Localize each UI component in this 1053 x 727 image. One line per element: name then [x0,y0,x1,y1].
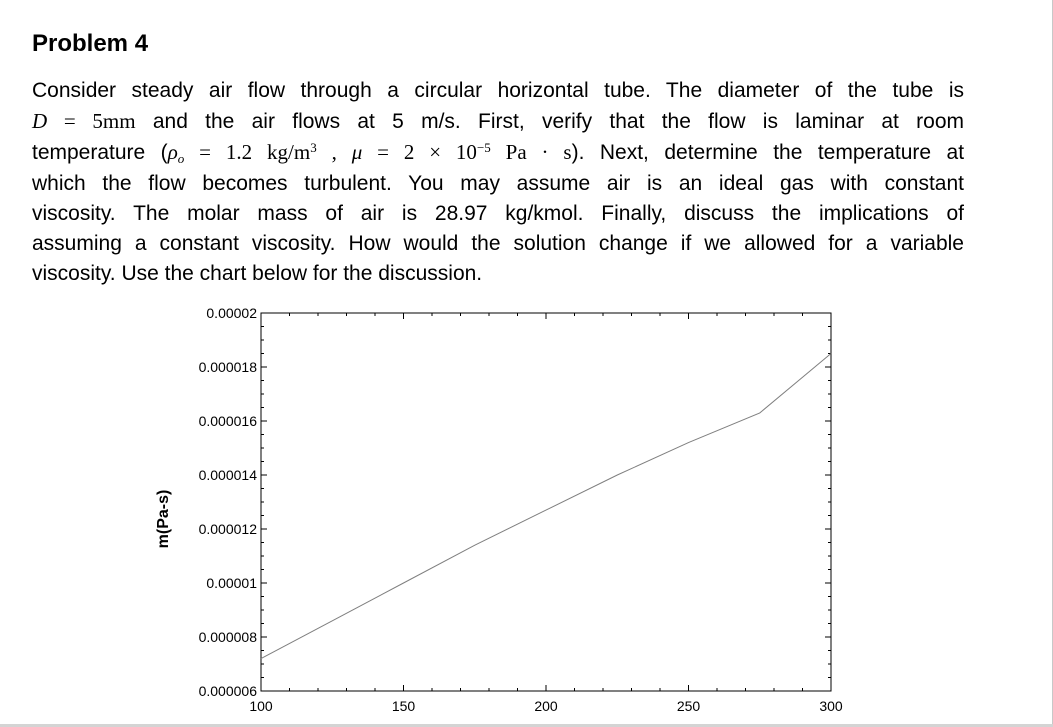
separator: , [316,140,352,165]
y-tick-labels [199,305,258,699]
density-symbol: ρ [167,140,178,165]
density-exponent: 3 [310,140,317,156]
diameter-symbol: D [32,109,48,134]
problem-text-segment: which the flow becomes turbulent. You may assume air is an ideal gas with constant [32,171,964,195]
y-tick-label: 0.000018 [198,359,257,375]
plot-frame [261,313,831,691]
problem-text-segment: temperature ( [32,141,168,165]
problem-text-segment: viscosity. Use the chart below for the discussion. [32,262,483,286]
viscosity-exponent: −5 [476,140,491,156]
viscosity-symbol: μ [351,140,363,165]
viscosity-value: = 2 × 10 [362,140,477,165]
problem-heading: Problem 4 [32,30,149,57]
y-tick-label: 0.00002 [206,305,257,321]
y-tick-label: 0.000012 [198,521,257,537]
x-tick-label: 200 [534,698,558,714]
x-tick-labels [249,698,843,714]
viscosity-curve [261,354,831,659]
y-tick-label: 0.000014 [198,467,257,483]
x-tick-label: 150 [391,698,416,714]
y-tick-label: 0.00001 [206,575,257,591]
x-tick-label: 300 [819,698,843,714]
y-tick-label: 0.000016 [198,413,257,429]
axis-ticks [261,313,831,691]
x-tick-label: 100 [249,698,273,714]
problem-text-segment: ). Next, determine the temperature at [571,141,965,165]
viscosity-unit: Pa · s [490,140,572,165]
x-tick-label: 250 [676,698,701,714]
y-tick-label: 0.000006 [198,683,257,699]
y-tick-label: 0.000008 [198,629,257,645]
density-value: = 1.2 kg/m [184,140,311,165]
problem-text-segment: viscosity. The molar mass of air is 28.97 kg/kmol. Finally, discuss the implications of [32,201,964,225]
y-axis-label: m(Pa-s) [155,489,172,549]
problem-text-segment: assuming a constant viscosity. How would the solution change if we allowed for a variable [32,232,964,256]
problem-text-segment: and the air flows at 5 m/s. First, verify that the flow is laminar at room [135,110,964,134]
problem-text-segment: Consider steady air flow through a circular horizontal tube. The diameter of the tube is [32,79,964,102]
diameter-value: = 5mm [47,109,136,134]
density-subscript: o [177,151,185,167]
